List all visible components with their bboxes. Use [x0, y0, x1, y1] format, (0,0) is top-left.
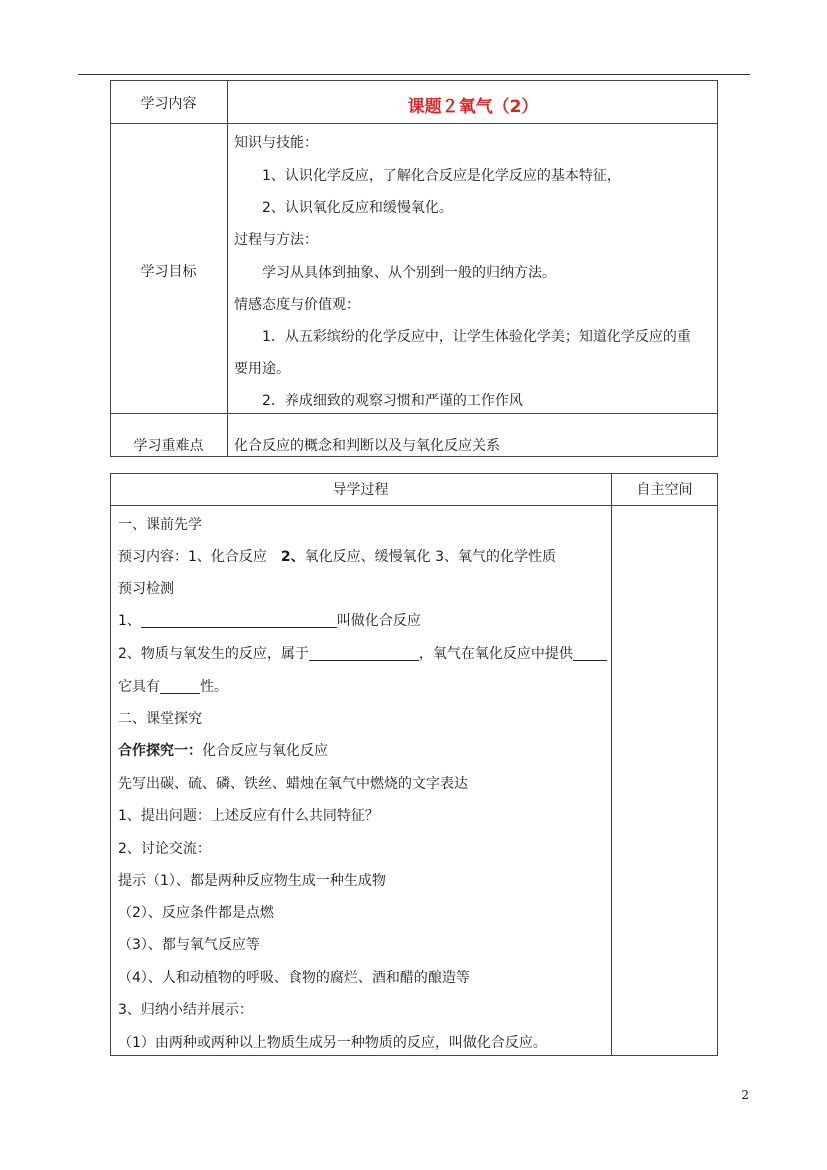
fill-question-1: [118, 610, 421, 630]
objectives-label: 学习目标: [140, 264, 197, 280]
preview-check-heading: 预习检测: [118, 581, 174, 597]
objectives-line: 要用途。: [234, 361, 290, 377]
question-text: 叫做化合反应: [336, 613, 421, 629]
key-points-label: 学习重难点: [133, 438, 204, 454]
preview-number: 2、: [280, 549, 305, 565]
objectives-line: 知识与技能：: [234, 135, 318, 151]
question-text: 它具有: [118, 679, 160, 695]
process-table-divider: [611, 473, 612, 1056]
answer-blank[interactable]: [573, 646, 607, 661]
objectives-line: 1．从五彩缤纷的化学反应中，让学生体验化学美；知道化学反应的重: [262, 329, 691, 345]
objectives-line: 1、认识化学反应，了解化合反应是化学反应的基本特征，: [262, 168, 621, 184]
answer-blank[interactable]: [141, 613, 337, 628]
info-table-row-line: [110, 123, 718, 124]
answer-blank[interactable]: [309, 646, 419, 661]
question-text: 2、物质与氧发生的反应，属于: [118, 646, 309, 662]
content-label: 学习内容: [140, 96, 197, 112]
body-line: 2、讨论交流：: [118, 841, 211, 857]
objectives-line: 过程与方法：: [234, 232, 318, 248]
preview-text: 氧化反应、缓慢氧化 3、氧气的化学性质: [304, 549, 557, 565]
question-text: ，氧气在氧化反应中提供: [418, 646, 573, 662]
page-title: 课题２氧气（2）: [407, 97, 539, 117]
body-line: 提示（1）、都是两种反应物生成一种生成物: [118, 873, 386, 889]
objectives-line: 2、认识氧化反应和缓慢氧化。: [262, 200, 453, 216]
info-table-divider: [227, 80, 228, 457]
body-line: （1）由两种或两种以上物质生成另一种物质的反应，叫做化合反应。: [118, 1035, 547, 1051]
explore-heading: [118, 740, 328, 760]
process-table-header-line: [110, 505, 718, 506]
process-header: 导学过程: [332, 482, 389, 498]
body-line: （3）、都与氧气反应等: [118, 937, 260, 953]
page-number: 2: [741, 1088, 749, 1102]
answer-blank[interactable]: [160, 679, 200, 694]
explore-topic: 化合反应与氧化反应: [202, 743, 328, 759]
preview-content: [118, 546, 556, 566]
self-space-header: 自主空间: [636, 482, 693, 498]
body-line: （2）、反应条件都是点燃: [118, 905, 274, 921]
header-rule: [78, 74, 750, 75]
explore-label: 合作探究一：: [118, 743, 202, 759]
preview-text: 预习内容：1、化合反应: [118, 549, 267, 565]
section-heading: 一、课前先学: [118, 517, 202, 533]
question-number: 1、: [118, 613, 141, 629]
body-line: 3、归纳小结并展示：: [118, 1002, 253, 1018]
body-line: 先写出碳、硫、磷、铁丝、蜡烛在氧气中燃烧的文字表达: [118, 776, 468, 792]
objectives-line: 情感态度与价值观：: [234, 297, 360, 313]
question-text: 性。: [200, 679, 228, 695]
body-line: 1、提出问题：上述反应有什么共同特征？: [118, 808, 379, 824]
section-heading: 二、课堂探究: [118, 711, 202, 727]
objectives-line: 学习从具体到抽象、从个别到一般的归纳方法。: [262, 265, 556, 281]
objectives-line: 2．养成细致的观察习惯和严谨的工作作风: [262, 393, 523, 409]
info-table-row-line: [110, 413, 718, 414]
fill-question-2-cont: [118, 676, 228, 696]
fill-question-2: [118, 643, 607, 663]
key-points-text: 化合反应的概念和判断以及与氧化反应关系: [234, 438, 500, 454]
body-line: （4）、人和动植物的呼吸、食物的腐烂、酒和醋的酿造等: [118, 970, 470, 986]
